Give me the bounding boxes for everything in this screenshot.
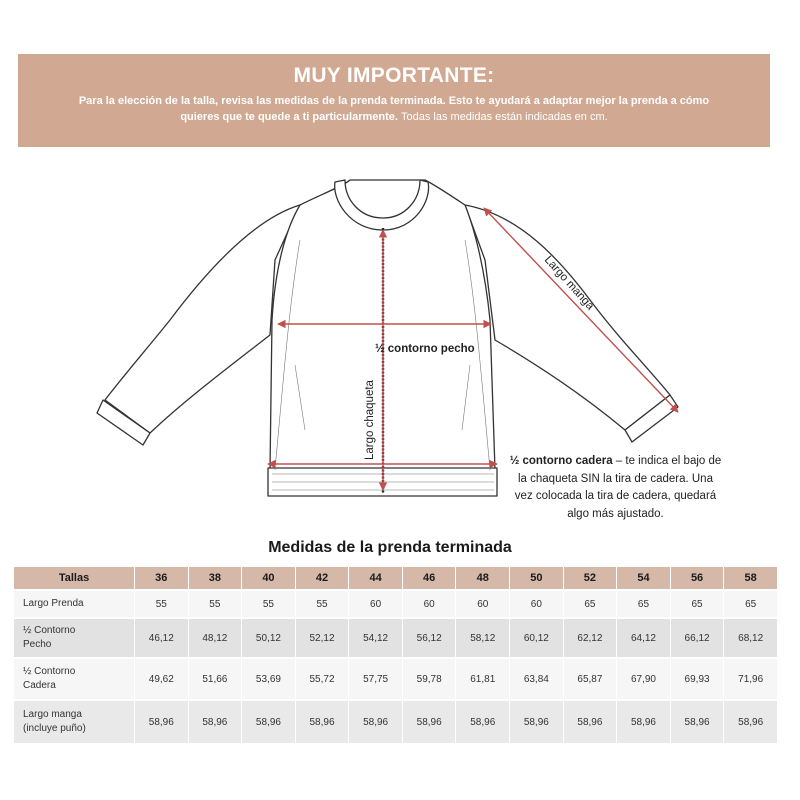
table-cell: 58,96 (724, 701, 777, 743)
table-cell: 58,96 (349, 701, 402, 743)
table-title: Medidas de la prenda terminada (268, 539, 512, 556)
size-header-cell: 48 (456, 567, 509, 589)
banner-text-bold: Para la elección de la talla, revisa las medidas de la prenda terminada. Esto te ayudará a adaptar mejor la prenda a cómo quieres que te quede a ti particularmente. (78, 95, 710, 123)
table-cell: 65 (617, 591, 670, 617)
table-cell: 58,96 (403, 701, 456, 743)
table-cell: 64,12 (617, 619, 670, 657)
table-cell: 60 (403, 591, 456, 617)
table-cell: 68,12 (724, 619, 777, 657)
table-cell: 66,12 (671, 619, 724, 657)
hip-note-bold: ½ contorno cadera (509, 455, 613, 467)
table-cell: 51,66 (189, 659, 242, 699)
row-label-line: (incluye puño) (23, 723, 86, 734)
hip-note (508, 453, 723, 523)
row-label (14, 701, 134, 743)
table-cell: 62,12 (564, 619, 617, 657)
table-row (14, 591, 777, 617)
table-cell: 58,96 (564, 701, 617, 743)
size-table (13, 565, 778, 745)
table-cell: 58,96 (456, 701, 509, 743)
banner-title: MUY IMPORTANTE: (293, 64, 495, 87)
important-banner (18, 54, 770, 147)
table-cell: 55,72 (296, 659, 349, 699)
size-header-cell: 38 (189, 567, 242, 589)
table-cell: 52,12 (296, 619, 349, 657)
table-cell: 65 (671, 591, 724, 617)
size-header-cell: 36 (135, 567, 188, 589)
table-cell: 53,69 (242, 659, 295, 699)
table-cell: 65 (564, 591, 617, 617)
table-cell: 59,78 (403, 659, 456, 699)
size-header-label: Tallas (14, 567, 134, 589)
size-header-cell: 46 (403, 567, 456, 589)
right-sleeve (465, 205, 670, 430)
table-cell: 55 (135, 591, 188, 617)
table-cell: 65 (724, 591, 777, 617)
row-label-line: Pecho (23, 639, 52, 650)
banner-text-normal: Todas las medidas están indicadas en cm. (401, 111, 608, 123)
size-header-cell: 50 (510, 567, 563, 589)
row-label-line: Largo manga (23, 709, 82, 720)
row-label (14, 659, 134, 699)
table-cell: 55 (189, 591, 242, 617)
table-row (14, 701, 777, 743)
size-header-cell: 56 (671, 567, 724, 589)
label-chest: ½ contorno pecho (375, 343, 475, 355)
table-cell: 67,90 (617, 659, 670, 699)
table-cell: 58,96 (510, 701, 563, 743)
size-header-cell: 54 (617, 567, 670, 589)
table-row (14, 619, 777, 657)
table-cell: 71,96 (724, 659, 777, 699)
table-cell: 57,75 (349, 659, 402, 699)
label-sleeve: Largo manga (541, 253, 597, 313)
table-cell: 63,84 (510, 659, 563, 699)
hip-note-text: – te indica el bajo de la chaqueta SIN la tira de cadera. Una vez colocada la tira de cadera, quedará algo más ajustado. (514, 455, 722, 520)
label-length: Largo chaqueta (364, 380, 376, 460)
table-cell: 58,96 (617, 701, 670, 743)
table-row (14, 659, 777, 699)
table-cell: 50,12 (242, 619, 295, 657)
table-cell: 58,12 (456, 619, 509, 657)
table-cell: 49,62 (135, 659, 188, 699)
row-label-line: ½ Contorno (23, 625, 76, 636)
row-label (14, 591, 134, 617)
table-cell: 60 (456, 591, 509, 617)
banner-text (58, 93, 730, 125)
row-label (14, 619, 134, 657)
table-cell: 55 (296, 591, 349, 617)
table-cell: 54,12 (349, 619, 402, 657)
table-cell: 46,12 (135, 619, 188, 657)
table-cell: 60 (510, 591, 563, 617)
table-cell: 58,96 (242, 701, 295, 743)
size-header-cell: 40 (242, 567, 295, 589)
table-cell: 61,81 (456, 659, 509, 699)
table-cell: 55 (242, 591, 295, 617)
table-cell: 58,96 (189, 701, 242, 743)
row-label-line: Cadera (23, 680, 56, 691)
size-header-cell: 52 (564, 567, 617, 589)
size-header-cell: 58 (724, 567, 777, 589)
size-header-cell: 44 (349, 567, 402, 589)
row-label-line: ½ Contorno (23, 666, 76, 677)
table-cell: 65,87 (564, 659, 617, 699)
table-cell: 60,12 (510, 619, 563, 657)
table-cell: 58,96 (296, 701, 349, 743)
table-cell: 58,96 (135, 701, 188, 743)
table-cell: 58,96 (671, 701, 724, 743)
size-header-cell: 42 (296, 567, 349, 589)
table-cell: 56,12 (403, 619, 456, 657)
row-label-line: Largo Prenda (23, 598, 84, 609)
table-cell: 60 (349, 591, 402, 617)
size-header-row (14, 567, 777, 589)
table-cell: 48,12 (189, 619, 242, 657)
table-cell: 69,93 (671, 659, 724, 699)
